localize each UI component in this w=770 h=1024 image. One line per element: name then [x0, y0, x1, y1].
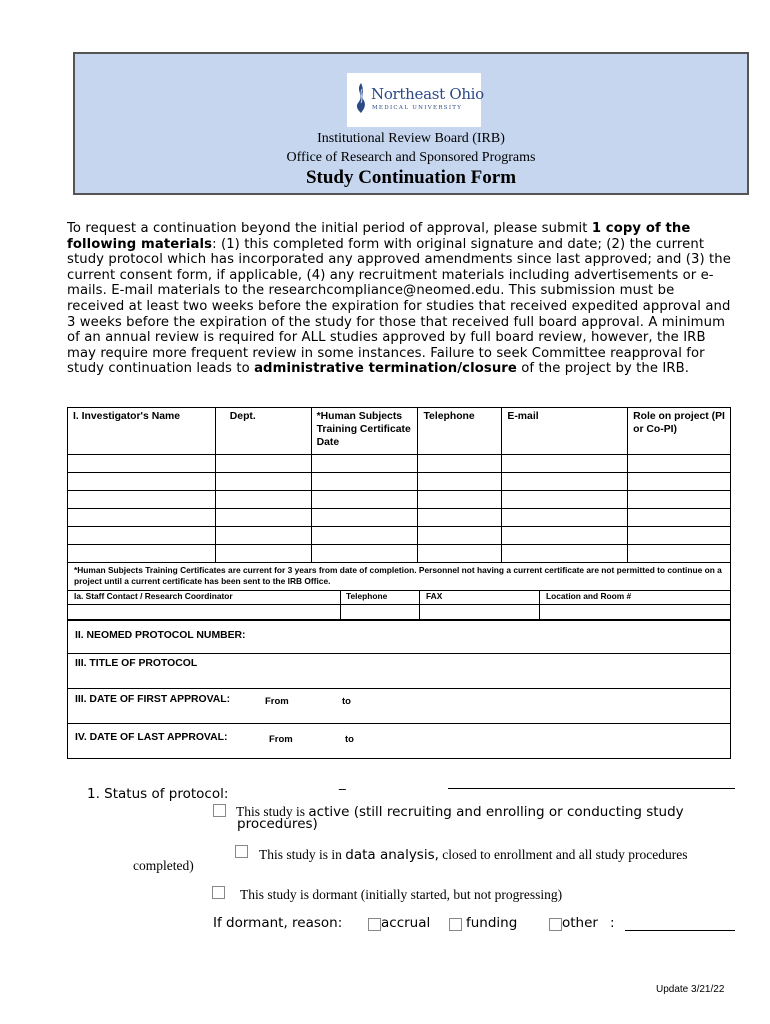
logo-name: Northeast Ohio	[371, 85, 484, 103]
cell-input[interactable]	[68, 527, 216, 545]
first-approval-from: From	[265, 696, 289, 707]
cell-input[interactable]	[68, 491, 216, 509]
cell-input[interactable]	[502, 473, 628, 491]
cell-input[interactable]	[418, 455, 502, 473]
dormant-option: This study is dormant (initially started, but not progressing)	[240, 887, 563, 902]
last-approval-to: to	[345, 734, 354, 745]
col-training-date: *Human Subjects Training Certificate Date	[311, 408, 418, 455]
cell-input[interactable]	[502, 545, 628, 563]
cell-input[interactable]	[418, 545, 502, 563]
cell-input[interactable]	[68, 509, 216, 527]
cell-input[interactable]	[628, 527, 731, 545]
certificate-note: *Human Subjects Training Certificates are current for 3 years from date of completion. Personnel not having a current certificate are not permitted to continue on a project until a current certificate has been sent to the IRB Office.	[74, 565, 722, 586]
logo-subtitle: MEDICAL UNIVERSITY	[372, 105, 463, 111]
last-approval-from: From	[269, 734, 293, 745]
cell-input[interactable]	[311, 527, 418, 545]
intro-text-1: To request a continuation beyond the initial period of approval, please submit	[67, 221, 592, 236]
certificate-note-box	[67, 563, 731, 620]
col-investigator-name: I. Investigator's Name	[68, 408, 216, 455]
office-line: Office of Research and Sponsored Programs	[286, 150, 536, 165]
intro-text-3: of the project by the IRB.	[516, 361, 690, 377]
cell-input[interactable]	[215, 491, 311, 509]
dormant-checkbox[interactable]	[212, 886, 225, 899]
cell-input[interactable]	[68, 455, 216, 473]
accrual-label: accrual	[381, 915, 431, 931]
last-approval-label: IV. DATE OF LAST APPROVAL:	[75, 732, 228, 743]
cell-input[interactable]	[215, 473, 311, 491]
funding-checkbox[interactable]	[449, 918, 462, 931]
table-row	[68, 491, 731, 509]
active-prefix: This study is	[236, 804, 309, 819]
protocol-number-label: II. NEOMED PROTOCOL NUMBER:	[75, 630, 246, 641]
cell-input[interactable]	[628, 491, 731, 509]
funding-label: funding	[466, 915, 518, 931]
cell-input[interactable]	[502, 527, 628, 545]
staff-telephone-label: Telephone	[346, 591, 388, 601]
active-checkbox[interactable]	[213, 804, 226, 817]
cell-input[interactable]	[628, 473, 731, 491]
intro-bold-2: administrative termination/closure	[254, 361, 517, 377]
table-row	[68, 545, 731, 563]
cell-input[interactable]	[418, 491, 502, 509]
cell-input[interactable]	[215, 509, 311, 527]
university-logo	[347, 73, 484, 127]
other-label: other	[562, 915, 598, 931]
col-role: Role on project (PI or Co-PI)	[628, 408, 731, 455]
other-colon: :	[610, 915, 615, 931]
status-dash: _	[339, 775, 346, 791]
cell-input[interactable]	[418, 527, 502, 545]
col-email: E-mail	[502, 408, 628, 455]
analysis-rest: closed to enrollment and all study procedures	[438, 847, 688, 862]
accrual-checkbox[interactable]	[368, 918, 381, 931]
investigators-table	[67, 407, 731, 563]
intro-paragraph	[67, 221, 735, 377]
cell-input[interactable]	[68, 545, 216, 563]
update-date: Update 3/21/22	[656, 984, 725, 995]
protocol-title-label: III. TITLE OF PROTOCOL	[75, 658, 198, 669]
cell-input[interactable]	[68, 473, 216, 491]
first-approval-label: III. DATE OF FIRST APPROVAL:	[75, 694, 231, 705]
data-analysis-option	[259, 844, 687, 863]
cell-input[interactable]	[628, 455, 731, 473]
status-label: 1. Status of protocol:	[87, 786, 229, 802]
table-row	[68, 455, 731, 473]
last-approval-field[interactable]	[67, 723, 731, 759]
cell-input[interactable]	[418, 473, 502, 491]
staff-contact-row	[68, 590, 730, 605]
cell-input[interactable]	[628, 509, 731, 527]
other-reason-input[interactable]	[625, 930, 735, 931]
first-approval-field[interactable]	[67, 688, 731, 724]
analysis-mid: data analysis,	[345, 847, 439, 863]
header-box	[73, 52, 749, 195]
analysis-cont: completed)	[133, 858, 194, 873]
status-underline	[448, 788, 735, 789]
form-title: Study Continuation Form	[305, 167, 517, 188]
divider	[419, 590, 420, 620]
other-checkbox[interactable]	[549, 918, 562, 931]
investigators-header-row	[68, 408, 731, 455]
irb-line: Institutional Review Board (IRB)	[317, 131, 505, 146]
staff-contact-label: Ia. Staff Contact / Research Coordinator	[74, 591, 233, 601]
protocol-title-field[interactable]	[67, 653, 731, 689]
protocol-number-field[interactable]	[67, 620, 731, 654]
staff-fax-label: FAX	[426, 591, 443, 601]
cell-input[interactable]	[311, 455, 418, 473]
active-text: active (still recruiting and enrolling or conducting study	[308, 804, 684, 820]
data-analysis-checkbox[interactable]	[235, 845, 248, 858]
cell-input[interactable]	[311, 509, 418, 527]
cell-input[interactable]	[311, 545, 418, 563]
cell-input[interactable]	[628, 545, 731, 563]
table-row	[68, 509, 731, 527]
cell-input[interactable]	[215, 527, 311, 545]
cell-input[interactable]	[215, 455, 311, 473]
active-text-cont: procedures)	[237, 816, 318, 832]
dormant-reason-label: If dormant, reason:	[213, 915, 343, 931]
table-row	[68, 527, 731, 545]
col-telephone: Telephone	[418, 408, 502, 455]
divider	[340, 590, 341, 620]
cell-input[interactable]	[311, 473, 418, 491]
cell-input[interactable]	[311, 491, 418, 509]
divider	[539, 590, 540, 620]
analysis-prefix: This study is in	[259, 847, 346, 862]
first-approval-to: to	[342, 696, 351, 707]
intro-bold-1: 1 copy of the following materials	[67, 221, 691, 252]
cell-input[interactable]	[215, 545, 311, 563]
cell-input[interactable]	[502, 455, 628, 473]
staff-location-label: Location and Room #	[546, 591, 632, 601]
table-row	[68, 473, 731, 491]
flame-icon	[351, 81, 371, 115]
col-dept: Dept.	[215, 408, 311, 455]
cell-input[interactable]	[502, 491, 628, 509]
cell-input[interactable]	[418, 509, 502, 527]
cell-input[interactable]	[502, 509, 628, 527]
intro-text-2: : (1) this completed form with original signature and date; (2) the current study protocol which has incorporated any approved amendments since last approved; and (3) the current consent form, if applicable, (4) any recruitment materials including advertisements or e-mails. E-mail materials to the researchcompliance@neomed.edu. This submission must be received at least two weeks before the expiration for studies that received expedited approval and 3 weeks before the expiration of the study for those that received full board approval. A minimum of an annual review is required for ALL studies approved by full board review, however, the IRB may require more frequent review in some instances. Failure to seek Committee reapproval for study continuation leads to	[67, 236, 731, 377]
